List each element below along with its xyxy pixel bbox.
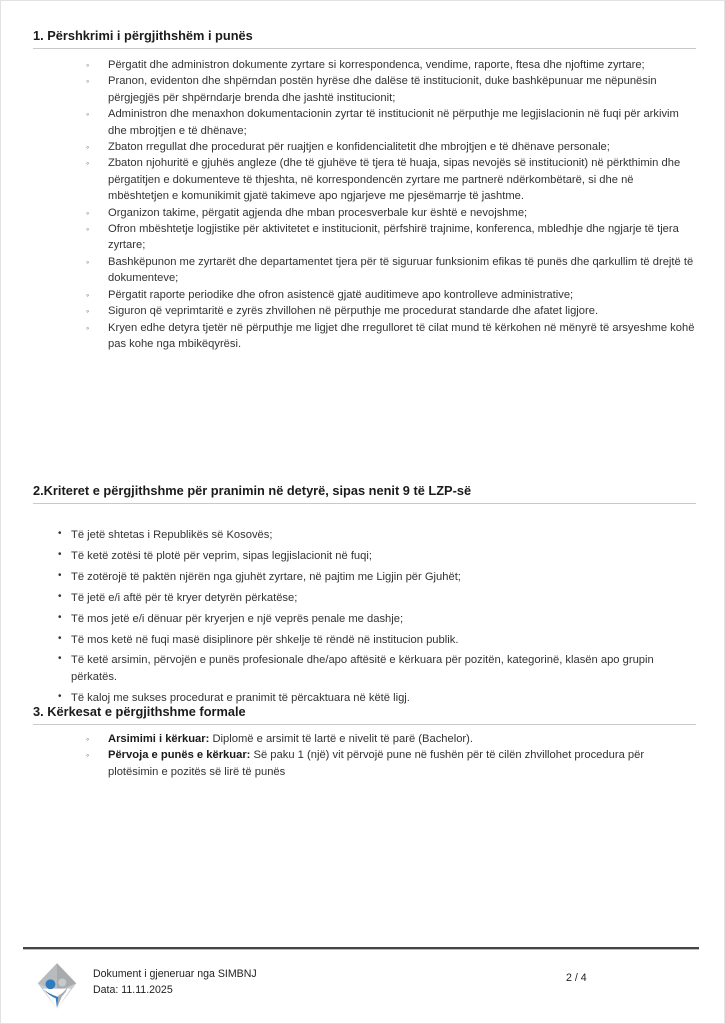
- list-item: [33, 590, 696, 606]
- bullet-icon: •: [58, 528, 62, 539]
- list-item: [33, 652, 696, 685]
- list-item-text: Ofron mbështetje logjistike për aktivitetet e institucionit, përfshirë trajnime, konferenca, mbledhje dhe ngjarje të tjera zyrtare;: [108, 223, 679, 252]
- footer-date: Data: 11.11.2025: [93, 983, 173, 996]
- bullet-icon: ◦: [86, 322, 90, 333]
- list-item: [33, 57, 696, 73]
- bullet-icon: ◦: [86, 306, 90, 317]
- section-heading: 2.Kriteret e përgjithshme për pranimin në detyrë, sipas nenit 9 të LZP-së: [33, 482, 696, 504]
- list-item: [33, 254, 696, 287]
- bullet-icon: ◦: [86, 750, 90, 761]
- list-item: [33, 747, 696, 780]
- section-heading: 3. Kërkesat e përgjithshme formale: [33, 703, 696, 725]
- bullet-icon: ◦: [86, 158, 90, 169]
- section-formal-requirements: [33, 703, 696, 780]
- list-item-text: Të jetë shtetas i Republikës së Kosovës;: [71, 529, 273, 541]
- list-item-text: Zbaton rregullat dhe procedurat për ruajtjen e konfidencialitetit dhe mbrojtjen e të dhënave personale;: [108, 141, 610, 154]
- list-item: [33, 569, 696, 585]
- simbnj-logo-icon: [36, 962, 78, 1010]
- bullet-icon: •: [58, 653, 62, 665]
- list-item: [33, 73, 696, 106]
- list-item: [33, 139, 696, 155]
- bullet-icon: ◦: [86, 224, 90, 235]
- list-item-text: Organizon takime, përgatit agjenda dhe mban procesverbale kur është e nevojshme;: [108, 206, 528, 219]
- list-item: [33, 611, 696, 627]
- list-item: [33, 632, 696, 648]
- page-number: 2 / 4: [566, 972, 587, 984]
- requirement-label: Arsimimi i kërkuar:: [108, 733, 210, 745]
- list-item-text: Të mos ketë në fuqi masë disiplinore për shkelje të rëndë në institucion publik.: [71, 633, 459, 646]
- section-heading: 1. Përshkrimi i përgjithshëm i punës: [33, 27, 696, 49]
- list-item-text: Kryen edhe detyra tjetër në përputhje me ligjet dhe rregulloret të cilat mund të kërkohen në mënyrë të arsyeshme kohë pas kohe nga mbikëqyrësi.: [108, 321, 695, 350]
- list-item: [33, 205, 696, 221]
- list-item-text: Pranon, evidenton dhe shpërndan postën hyrëse dhe dalëse të institucionit, duke bashkëpunuar me nëpunësin përgjegjës për shpërndarje brenda dhe jashtë institucionit;: [108, 75, 657, 104]
- list-item-text: Të kaloj me sukses procedurat e pranimit të përcaktuara në këtë ligj.: [71, 691, 410, 704]
- list-item: [33, 527, 696, 543]
- list-item-text: Të mos jetë e/i dënuar për kryerjen e një veprës penale me dashje;: [71, 612, 404, 625]
- list-item: [33, 221, 696, 254]
- list-item: [33, 106, 696, 139]
- bullet-icon: ◦: [86, 76, 90, 87]
- list-item-text: Përgatit raporte periodike dhe ofron asistencë gjatë auditimeve apo kontrolleve administrative;: [108, 288, 574, 301]
- list-item: [33, 303, 696, 319]
- list-item-text: Të zotërojë të paktën njërën nga gjuhët zyrtare, në pajtim me Ligjin për Gjuhët;: [71, 570, 461, 583]
- bullet-icon: ◦: [86, 734, 90, 744]
- bullet-icon: ◦: [86, 289, 90, 300]
- criteria-list: [33, 527, 696, 706]
- bullet-icon: •: [58, 590, 62, 602]
- bullet-icon: •: [58, 632, 62, 644]
- requirement-label: Përvoja e punës e kërkuar:: [108, 749, 251, 762]
- list-item-text: Përgatit dhe administron dokumente zyrtare si korrespondenca, vendime, raporte, ftesa dhe njoftime zyrtare;: [108, 59, 645, 71]
- list-item: [33, 287, 696, 303]
- list-item-text: Siguron që veprimtaritë e zyrës zhvillohen në përputhje me procedurat standarde dhe afatet ligjore.: [108, 305, 599, 318]
- footer-generated-by: Dokument i gjeneruar nga SIMBNJ: [93, 968, 257, 980]
- list-item-text: Administron dhe menaxhon dokumentacionin zyrtar të institucionit në përputhje me legjislacionin në fuqi për arkivim dhe mbrojtjen e të dhënave;: [108, 108, 679, 137]
- list-item-text: Të ketë zotësi të plotë për veprim, sipas legjislacionit në fuqi;: [71, 549, 372, 562]
- requirement-value: Së paku 1 (një) vit përvojë pune në fushën për të cilën zhvillohet procedura për plotësimin e pozitës së lirë të punës: [108, 749, 645, 778]
- bullet-icon: ◦: [86, 142, 90, 153]
- list-item: [33, 155, 696, 204]
- requirement-value: Diplomë e arsimit të lartë e nivelit të parë (Bachelor).: [209, 733, 473, 745]
- footer-divider: [23, 947, 699, 950]
- bullet-icon: ◦: [86, 256, 90, 267]
- bullet-icon: •: [58, 548, 62, 560]
- list-item: [33, 731, 696, 747]
- list-item: [33, 548, 696, 564]
- job-duties-list: [33, 57, 696, 352]
- bullet-icon: •: [58, 611, 62, 623]
- section-admission-criteria: [33, 482, 696, 711]
- section-job-description: [33, 27, 696, 352]
- bullet-icon: •: [58, 690, 62, 702]
- list-item: [33, 320, 696, 353]
- bullet-icon: •: [58, 569, 62, 581]
- bullet-icon: ◦: [86, 60, 90, 70]
- requirements-list: [33, 731, 696, 780]
- bullet-icon: ◦: [86, 207, 90, 218]
- footer-info: [93, 967, 257, 998]
- list-item-text: Të jetë e/i aftë për të kryer detyrën përkatëse;: [71, 591, 298, 604]
- list-item-text: Bashkëpunon me zyrtarët dhe departamentet tjera për të siguruar funksionim efikas të punës dhe qarkullim të drejtë të dokumenteve;: [108, 255, 694, 285]
- list-item-text: Të ketë arsimin, përvojën e punës profesionale dhe/apo aftësitë e kërkuara për pozitën, kategorinë, klasën apo grupin përkatës.: [71, 654, 654, 683]
- bullet-icon: ◦: [86, 109, 90, 120]
- list-item-text: Zbaton njohuritë e gjuhës angleze (dhe të gjuhëve të tjera të huaja, sipas nevojës së institucionit) në përkthimin dhe përgatitjen e dokumenteve të thjeshta, në korrespondencën zyrtare me partnerë ndërkombëtarë, si dhe në mbështetjen e komunikimit gjatë takimeve apo ngjarjeve me pjesëmarrje të jashtme.: [108, 157, 681, 203]
